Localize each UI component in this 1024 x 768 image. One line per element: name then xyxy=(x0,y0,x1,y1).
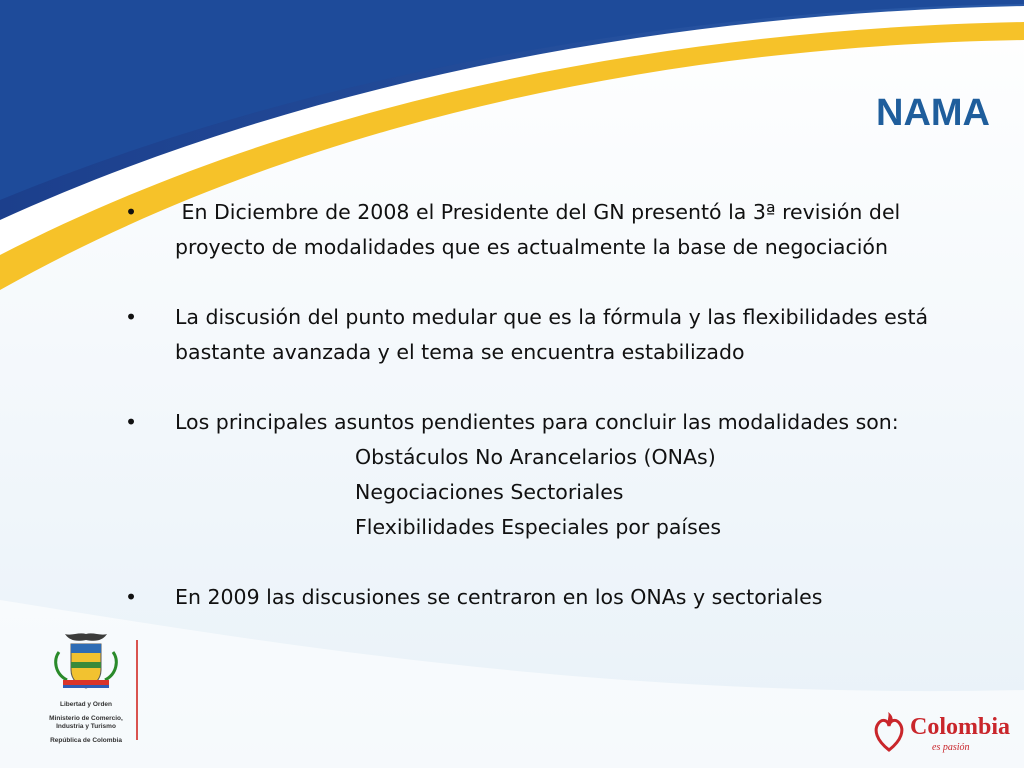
bullet-text: En 2009 las discusiones se centraron en los ONAs y sectoriales xyxy=(175,585,823,609)
country-name: República de Colombia xyxy=(50,737,122,744)
bullet-item xyxy=(125,580,1020,615)
ministry-name-line2: Industria y Turismo xyxy=(56,723,116,730)
coat-of-arms-icon xyxy=(51,630,121,692)
bullet-item xyxy=(125,195,1020,265)
brand-name: Colombia xyxy=(910,714,1011,740)
bullet-text: Los principales asuntos pendientes para concluir las modalidades son: xyxy=(175,410,899,434)
footer-divider xyxy=(136,640,138,740)
sub-item: Flexibilidades Especiales por países xyxy=(355,515,722,539)
motto-text: Libertad y Orden xyxy=(59,701,112,708)
sub-item: Negociaciones Sectoriales xyxy=(355,480,624,504)
bullet-dot: • xyxy=(125,585,138,609)
heart-flame-icon xyxy=(872,712,906,752)
bullet-text: La discusión del punto medular que es la fórmula y las flexibilidades está xyxy=(175,305,929,329)
brand-tagline: es pasión xyxy=(932,742,970,753)
sub-item: Obstáculos No Arancelarios (ONAs) xyxy=(355,445,716,469)
bullet-item xyxy=(125,405,1020,545)
bullet-dot: • xyxy=(125,410,138,434)
bullet-continuation: bastante avanzada y el tema se encuentra estabilizado xyxy=(175,340,745,364)
ministry-logo xyxy=(36,630,136,745)
ministry-name-line1: Ministerio de Comercio, xyxy=(49,715,123,722)
colombia-brand-logo xyxy=(872,712,1012,762)
slide-title: NAMA xyxy=(876,92,990,134)
bullet-text: En Diciembre de 2008 el Presidente del GN presentó la 3ª revisión del xyxy=(175,200,901,224)
bullet-list xyxy=(125,195,1020,650)
bullet-dot: • xyxy=(125,305,138,329)
bullet-continuation: proyecto de modalidades que es actualmente la base de negociación xyxy=(175,235,888,259)
bullet-dot: • xyxy=(125,200,138,224)
bullet-item xyxy=(125,300,1020,370)
